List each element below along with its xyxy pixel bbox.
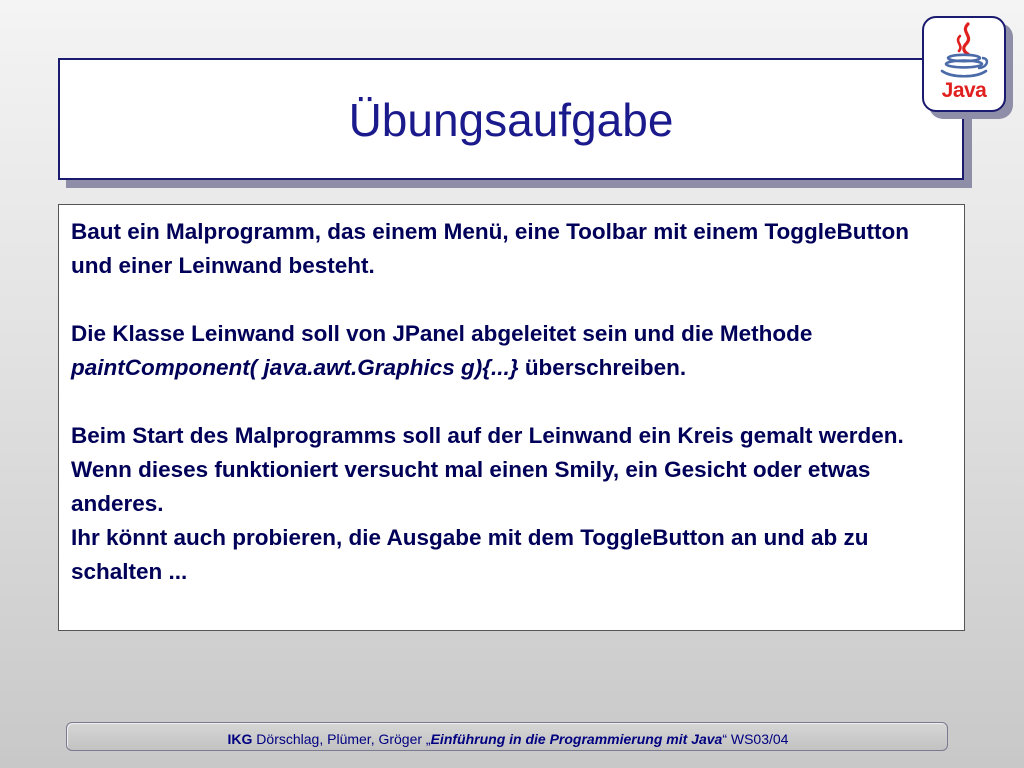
paragraph-task-intro: Baut ein Malprogramm, das einem Menü, eine Toolbar mit einem ToggleButton und einer Leinwand besteht. xyxy=(71,219,910,278)
footer-org: IKG xyxy=(227,731,253,747)
paragraph-toggle: Ihr könnt auch probieren, die Ausgabe mit dem ToggleButton an und ab zu schalten ... xyxy=(71,525,869,584)
footer-text xyxy=(0,731,1020,747)
java-logo-label: Java xyxy=(941,79,987,102)
slide-title: Übungsaufgabe xyxy=(348,94,674,146)
footer-authors: Dörschlag, Plümer, Gröger „ xyxy=(252,731,431,747)
paragraph-leinwand xyxy=(71,317,952,385)
paragraph-leinwand-text-start: Die Klasse Leinwand soll von JPanel abgeleitet sein und die Methode xyxy=(71,321,813,346)
exercise-text-box xyxy=(58,204,965,631)
paragraph-start-circle: Beim Start des Malprogramms soll auf der Leinwand ein Kreis gemalt werden. Wenn dieses funktioniert versucht mal einen Smily, ein Gesicht oder etwas anderes. xyxy=(71,423,904,516)
footer-term: “ WS03/04 xyxy=(722,731,789,747)
title-box xyxy=(58,58,964,180)
java-logo xyxy=(922,16,1006,112)
method-signature: paintComponent( java.awt.Graphics g){...} xyxy=(71,355,519,380)
footer-course: Einführung in die Programmierung mit Java xyxy=(430,731,723,747)
paragraph-leinwand-text-end: überschreiben. xyxy=(518,355,687,380)
